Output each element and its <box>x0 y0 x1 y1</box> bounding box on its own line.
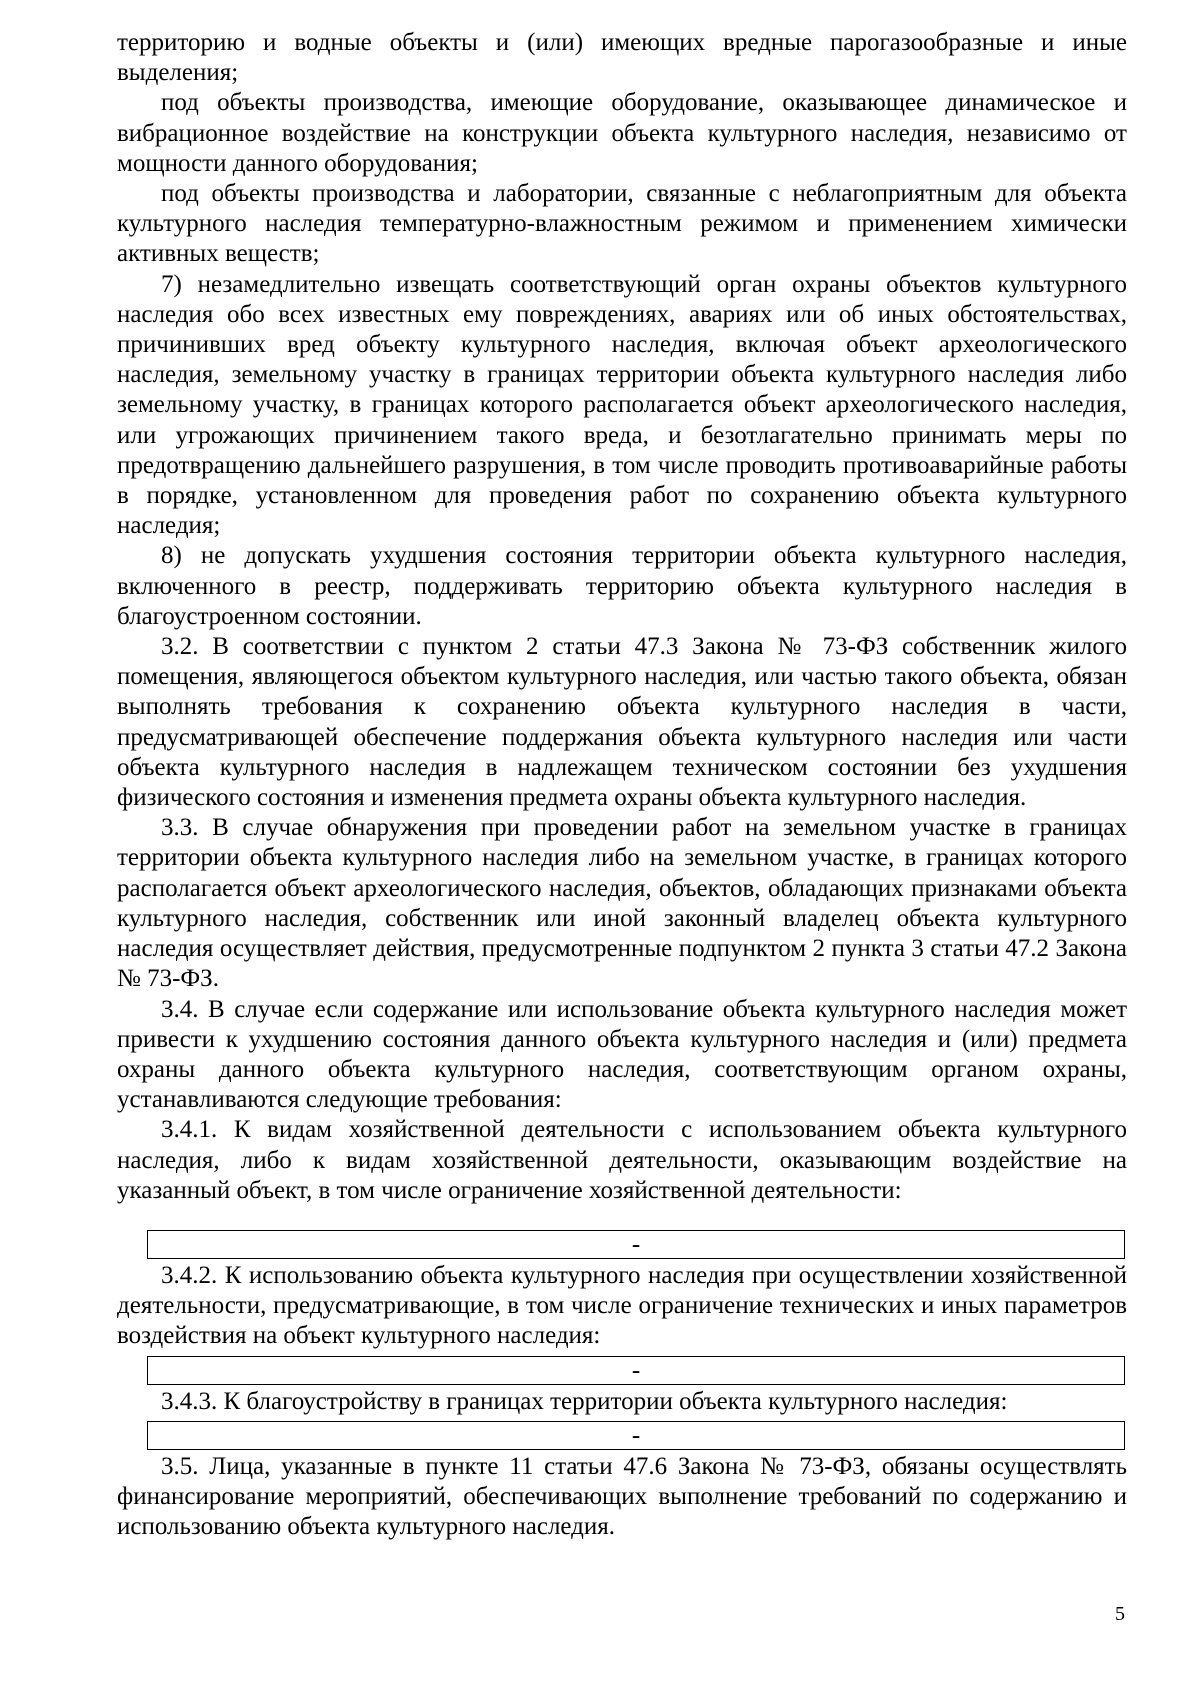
paragraph-3-2: 3.2. В соответствии с пунктом 2 статьи 47.3 Закона № 73-ФЗ собственник жилого помещения, являющегося объектом культурного наследия, или частью такого объекта, обязан выполнять требования к сохранению объекта культурного наследия в части, предусматривающей обеспечение поддержания объекта культурного наследия или части объекта культурного наследия в надлежащем техническом состоянии без ухудшения физического состояния и изменения предмета охраны объекта культурного наследия. <box>117 633 1127 812</box>
paragraph-3-4-1: 3.4.1. К видам хозяйственной деятельности с использованием объекта культурного наследия, либо к видам хозяйственной деятельности, оказывающим воздействие на указанный объект, в том числе ограничение хозяйственной деятельности: <box>117 1116 1127 1204</box>
table-cell-3-4-3 <box>147 1421 1125 1450</box>
paragraph-item-8: 8) не допускать ухудшения состояния территории объекта культурного наследия, включенного в реестр, поддерживать территорию объекта культурного наследия в благоустроенном состоянии. <box>117 542 1127 630</box>
paragraph-3-4-2: 3.4.2. К использованию объекта культурного наследия при осуществлении хозяйственной деятельности, предусматривающие, в том числе ограничение технических и иных параметров воздействия на объект культурного наследия: <box>117 1261 1127 1350</box>
table-cell-3-4-2 <box>147 1356 1125 1385</box>
document-body <box>117 28 1127 1542</box>
paragraph-3-3: 3.3. В случае обнаружения при проведении работ на земельном участке в границах территории объекта культурного наследия либо на земельном участке, в границах которого располагается объект археологического наследия, объектов, обладающих признаками объекта культурного наследия, собственник или иной законный владелец объекта культурного наследия осуществляет действия, предусмотренные подпунктом 2 пункта 3 статьи 47.2 Закона № 73-ФЗ. <box>117 814 1127 993</box>
paragraph-dynamic-equipment: под объекты производства, имеющие оборудование, оказывающее динамическое и вибрационное воздействие на конструкции объекта культурного наследия, независимо от мощности данного оборудования; <box>117 89 1127 177</box>
page-number: 5 <box>1115 1603 1125 1625</box>
table-cell-3-4-1 <box>147 1230 1125 1259</box>
paragraph-laboratories: под объекты производства и лаборатории, связанные с неблагоприятным для объекта культурного наследия температурно-влажностным режимом и применением химически активных веществ; <box>117 180 1127 268</box>
table-cell-value: - <box>631 1356 641 1384</box>
paragraph-3-4-3: 3.4.3. К благоустройству в границах территории объекта культурного наследия: <box>161 1387 1008 1415</box>
paragraph-item-7: 7) незамедлительно извещать соответствующий орган охраны объектов культурного наследия обо всех известных ему повреждениях, авариях или об иных обстоятельствах, причинивших вред объекту культурного наследия, включая объект археологического наследия, земельному участку в границах территории объекта культурного наследия либо земельному участку, в границах которого располагается объект археологического наследия, или угрожающих причинением такого вреда, и безотлагательно принимать меры по предотвращению дальнейшего разрушения, в том числе проводить противоаварийные работы в порядке, установленном для проведения работ по сохранению объекта культурного наследия; <box>117 270 1127 540</box>
paragraph-3-5: 3.5. Лица, указанные в пункте 11 статьи 47.6 Закона № 73-ФЗ, обязаны осуществлять финансирование мероприятий, обеспечивающих выполнение требований по содержанию и использованию объекта культурного наследия. <box>117 1452 1127 1541</box>
table-cell-value: - <box>631 1421 641 1449</box>
paragraph-emissions: территорию и водные объекты и (или) имеющих вредные парогазообразные и иные выделения; <box>117 29 1127 87</box>
paragraph-3-4: 3.4. В случае если содержание или использование объекта культурного наследия может привести к ухудшению состояния данного объекта культурного наследия и (или) предмета охраны данного объекта культурного наследия, соответствующим органом охраны, устанавливаются следующие требования: <box>117 995 1127 1114</box>
table-cell-value: - <box>631 1230 641 1258</box>
